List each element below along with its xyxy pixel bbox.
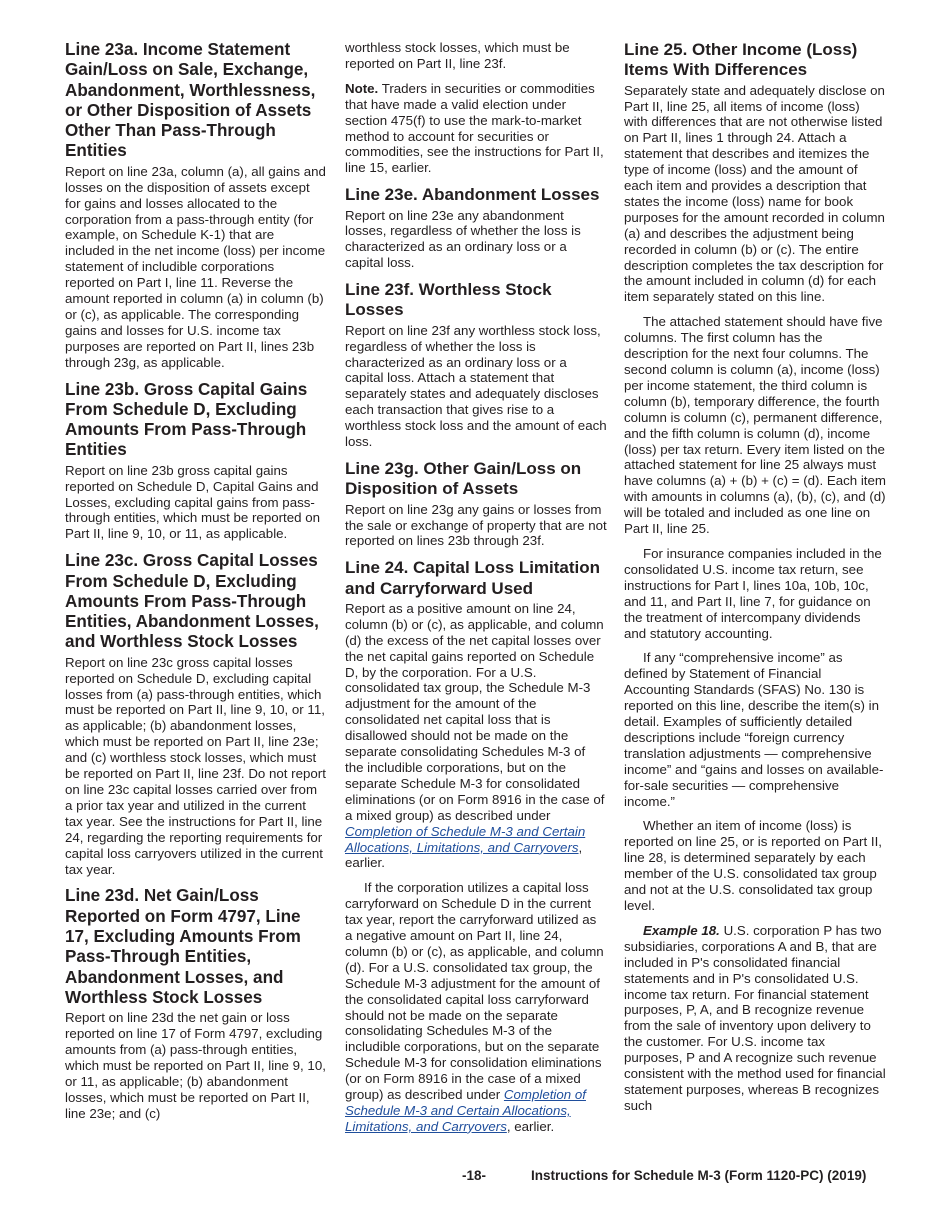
paragraph-line-23f: Report on line 23f any worthless stock loss, regardless of whether the loss is characterized as an ordinary loss or a capital loss. Attach a statement that separately states and adequately discloses each transaction that gives rise to a worthless stock loss and the amount of each loss. — [345, 322, 607, 450]
column-left — [65, 40, 327, 1131]
note-paragraph — [345, 81, 607, 176]
paragraph-line-23d: Report on line 23d the net gain or loss reported on line 17 of Form 4797, excluding amounts from (a) pass-through entities, which must be reported on Part II, line 9, 10, or 11, as applicable; (b) abandonment losses, which must be reported on Part II, line 23e; and (c) — [65, 1010, 326, 1121]
paragraph-line-23e: Report on line 23e any abandonment losses, regardless of whether the loss is characterized as an ordinary loss or a capital loss. — [345, 207, 581, 271]
page-number: -18- — [462, 1168, 487, 1183]
link-completion-schedule-m3-2[interactable]: Completion of Schedule M-3 and Certain Allocations, Limitations, and Carryovers — [345, 1087, 586, 1134]
paragraph-line-24-a-text: Report as a positive amount on line 24, column (b) or (c), as applicable, and column (d) the excess of the net capital losses over the net capital gains reported on Schedule D, by the corporation. For a U.S. consolidated tax group, the Schedule M-3 adjustment for the amount of the consolidated net capital loss that is disallowed should not be made on the separate consolidating Schedules M-3 of the includible corporations, but on the separate Schedule M-3 for consolidated eliminations (or on Form 8916 in the case of a mixed group) as described under — [345, 600, 605, 823]
column-right — [624, 40, 886, 1123]
paragraph-line-23c: Report on line 23c gross capital losses reported on Schedule D, excluding capital losses from (a) pass-through entities, which must be reported on Part II, line 9, 10, or 11, as applicable; (b) abandonment losses, which must be reported on Part II, line 23e; and (c) worthless stock losses, which must be reported on Part II, line 23f. Do not report on line 23c capital losses carried over from a prior tax year and utilized in the current tax year. See the instructions for Part II, line 24, regarding the reporting requirements for capital loss carryovers utilized in the current tax year. — [65, 654, 326, 877]
paragraph-line-24-a-end: , earlier. — [345, 839, 583, 871]
paragraph-line-24-a — [345, 601, 607, 871]
paragraph-line-25-d: If any “comprehensive income” as defined by Statement of Financial Accounting Standards (SFAS) No. 130 is reported on this line, describe the item(s) in detail. Examples of sufficiently detailed descriptions include “foreign currency translation adjustments — comprehensive income” and “gains and losses on available-for-sale securities — comprehensive income.” — [624, 650, 884, 809]
paragraph-line-23g: Report on line 23g any gains or losses from the sale or exchange of property that are not reported on lines 23b through 23f. — [345, 501, 607, 549]
example-18-text: U.S. corporation P has two subsidiaries, corporations A and B, that are included in P's consolidated financial statements and in P's consolidated U.S. income tax return. For financial statement purposes, P, A, and B recognize revenue from the sale of inventory upon delivery to the customer. For U.S. income tax purposes, P and A recognize such revenue consistent with the method used for financial statement purposes, whereas B recognizes such — [624, 922, 886, 1113]
paragraph-line-24-b-text: If the corporation utilizes a capital loss carryforward on Schedule D in the current tax year, report the carryforward utilized as a negative amount on Part II, line 24, column (b) or (c), as applicable, and column (d). For a U.S. consolidated tax group, the Schedule M-3 adjustment for the amount of the consolidated capital loss carryforward should not be made on the separate consolidating Schedules M-3 of the includible corporations, but on the separate Schedule M-3 for consolidation eliminations (or on Form 8916 in the case of a mixed group) as described under — [345, 880, 604, 1103]
heading-line-25: Line 25. Other Income (Loss) Items With Differences — [624, 40, 858, 80]
example-18-label: Example 18. — [643, 922, 720, 938]
paragraph-line-25-b: The attached statement should have five columns. The first column has the description for the next four columns. The second column is column (a), income (loss) per income statement, the third column is column (b), temporary difference, the fourth column is column (c), permanent difference, and the fifth column is column (d), income (loss) per tax return. Every item listed on the attached statement for line 25 always must have columns (a) + (b) + (c) = (d). Each item with amounts in columns (a), (b), (c), and (d) will be totaled and included as one line on Part II, line 25. — [624, 314, 886, 537]
heading-line-23c: Line 23c. Gross Capital Losses From Schedule D, Excluding Amounts From Pass-Through Entities, Abandonment Losses, and Worthless Stock Losses — [65, 551, 319, 652]
example-18-paragraph — [624, 923, 886, 1114]
footer-title: Instructions for Schedule M-3 (Form 1120-PC) (2019) — [531, 1168, 867, 1183]
paragraph-line-23a: Report on line 23a, column (a), all gains and losses on the disposition of assets except for gains and losses allocated to the corporation from a pass-through entity (for example, on Schedule K-1) that are included in the net income (loss) per income statement of includible corporations reported on Part I, line 11. Reverse the amount reported in column (a) in column (b) or (c), as applicable. The corresponding gains and losses for U.S. income tax purposes are reported on Part II, lines 23b through 23g, as applicable. — [65, 163, 326, 370]
heading-line-23e: Line 23e. Abandonment Losses — [345, 185, 600, 205]
paragraph-line-23d-continued: worthless stock losses, which must be reported on Part II, line 23f. — [345, 40, 570, 71]
note-text: Traders in securities or commodities that have made a valid election under section 475(f) to use the mark-to-market method to account for securities or commodities, see the instructions for Part II, line 15, earlier. — [345, 80, 604, 176]
paragraph-line-25-a: Separately state and adequately disclose on Part II, line 25, all items of income (loss) with differences that are not otherwise listed on Part II, lines 1 through 24. Attach a statement that describes and itemizes the type of income (loss) and the amount of each item and provides a description that states the income (loss) name for book purposes for the amount recorded in column (a) and describes the adjustment being recorded in column (b) or (c). The entire description completes the tax description for the amount included in column (d) for each item separately stated on this line. — [624, 82, 885, 305]
column-middle — [345, 40, 607, 1144]
heading-line-23d: Line 23d. Net Gain/Loss Reported on Form 4797, Line 17, Excluding Amounts From Pass-Through Entities, Abandonment Losses, and Worthless Stock Losses — [65, 886, 301, 1007]
paragraph-line-24-b-end: , earlier. — [506, 1118, 555, 1134]
heading-line-23a: Line 23a. Income Statement Gain/Loss on Sale, Exchange, Abandonment, Worthlessness, or Other Disposition of Assets Other Than Pass-Through Entities — [65, 40, 316, 161]
paragraph-line-25-c: For insurance companies included in the consolidated U.S. income tax return, see instructions for Part I, lines 10a, 10b, 10c, and 11, and Part II, line 7, for guidance on the treatment of intercompany dividends and statutory accounting. — [624, 545, 882, 641]
heading-line-23f: Line 23f. Worthless Stock Losses — [345, 280, 552, 320]
paragraph-line-25-e: Whether an item of income (loss) is reported on line 25, or is reported on Part II, line 28, is determined separately by each member of the U.S. consolidated tax group and not at the U.S. consolidated tax group level. — [624, 818, 882, 913]
heading-line-23g: Line 23g. Other Gain/Loss on Disposition of Assets — [345, 459, 582, 499]
heading-line-23b: Line 23b. Gross Capital Gains From Schedule D, Excluding Amounts From Pass-Through Entities — [65, 379, 308, 460]
heading-line-24: Line 24. Capital Loss Limitation and Carryforward Used — [345, 558, 601, 598]
link-completion-schedule-m3[interactable]: Completion of Schedule M-3 and Certain Allocations, Limitations, and Carryovers — [345, 823, 586, 855]
note-label: Note. — [345, 80, 379, 96]
paragraph-line-24-b — [345, 880, 607, 1135]
paragraph-line-23b: Report on line 23b gross capital gains reported on Schedule D, Capital Gains and Losses, excluding capital gains from pass-through entities, which must be reported on Part II, line 9, 10, or 11, as applicable. — [65, 462, 321, 542]
